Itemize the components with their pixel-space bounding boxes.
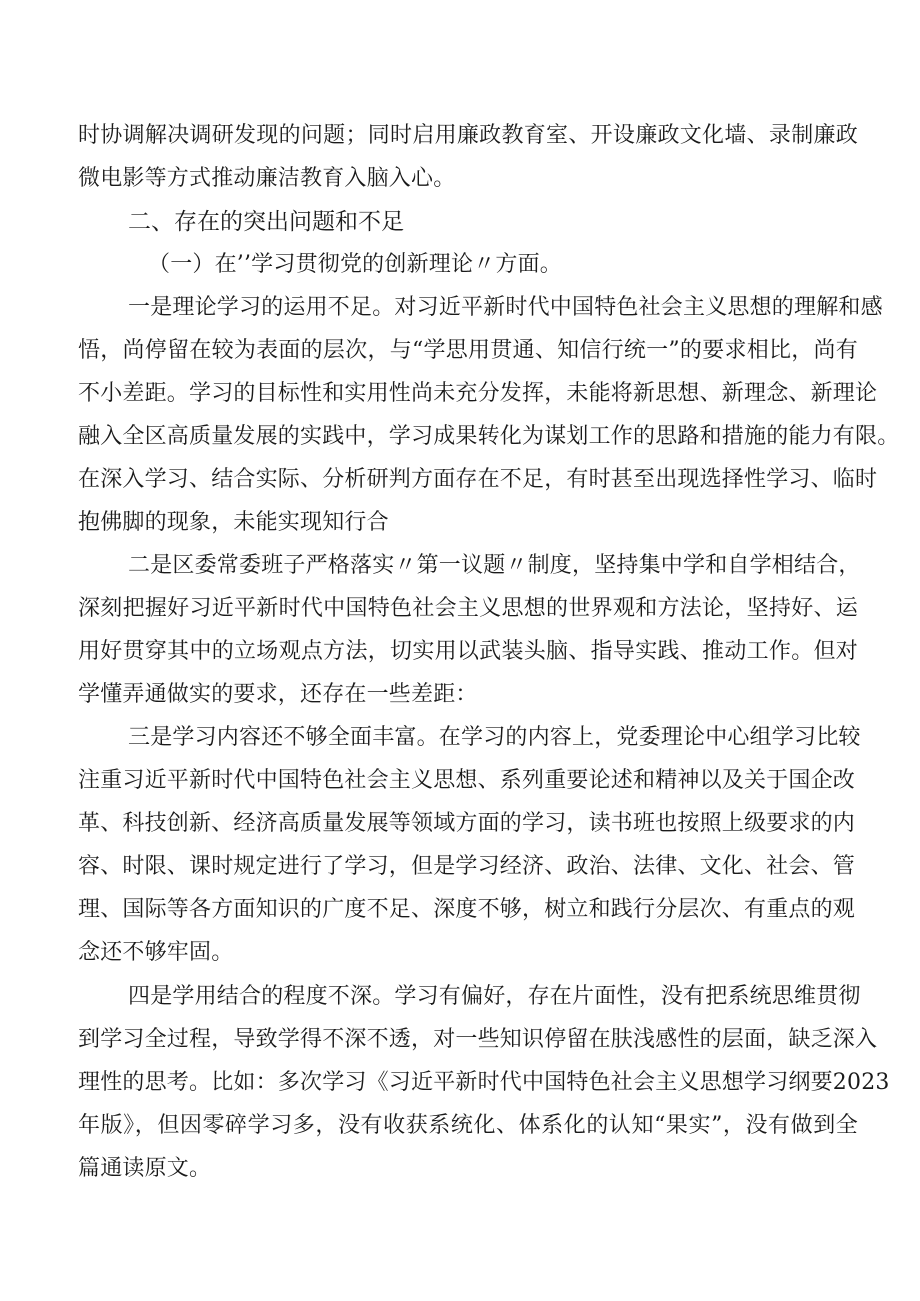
paragraph-line: 注重习近平新时代中国特色社会主义思想、系列重要论述和精神以及关于国企改	[78, 768, 856, 793]
paragraph-line: 用好贯穿其中的立场观点方法，切实用以武装头脑、指导实践、推动工作。但对	[78, 639, 858, 664]
paragraph-line: 念还不够牢固。	[78, 940, 234, 965]
paragraph-line: 不小差距。学习的目标性和实用性尚未充分发挥，未能将新思想、新理念、新理论	[78, 381, 878, 406]
section-heading: 二、存在的突出问题和不足	[128, 209, 404, 235]
paragraph-line: 悟，尚停留在较为表面的层次，与“学思用贯通、知信行统一”的要求相比，尚有	[78, 338, 858, 363]
continuation-line: 时协调解决调研发现的问题；同时启用廉政教育室、开设廉政文化墙、录制廉政	[78, 123, 858, 148]
paragraph-line: 抱佛脚的现象，未能实现知行合	[78, 510, 389, 535]
paragraph-line: 篇通读原文。	[78, 1156, 212, 1181]
paragraph-line: 年版》，但因零碎学习多，没有收获系统化、体系化的认知“果实”，没有做到全	[78, 1113, 858, 1138]
paragraph-line: 一是理论学习的运用不足。对习近平新时代中国特色社会主义思想的理解和感	[128, 295, 883, 320]
continuation-line: 微电影等方式推动廉洁教育入脑入心。	[78, 166, 456, 191]
paragraph-line: 在深入学习、结合实际、分析研判方面存在不足，有时甚至出现选择性学习、临时	[78, 467, 878, 492]
paragraph-line: 学懂弄通做实的要求，还存在一些差距：	[78, 682, 478, 707]
paragraph-line: 革、科技创新、经济高质量发展等领域方面的学习，读书班也按照上级要求的内	[78, 811, 856, 836]
subsection-heading: （一）在’’学习贯彻党的创新理论〃方面。	[148, 252, 562, 277]
paragraph-line: 二是区委常委班子严格落实〃第一议题〃制度，坚持集中学和自学相结合，	[128, 553, 861, 578]
paragraph-line: 融入全区高质量发展的实践中，学习成果转化为谋划工作的思路和措施的能力有限。	[78, 424, 900, 449]
paragraph-line: 理性的思考。比如：多次学习《习近平新时代中国特色社会主义思想学习纲要2023	[78, 1070, 890, 1095]
paragraph-line: 容、时限、课时规定进行了学习，但是学习经济、政治、法律、文化、社会、管	[78, 854, 856, 879]
paragraph-line: 四是学用结合的程度不深。学习有偏好，存在片面性，没有把系统思维贯彻	[128, 984, 861, 1009]
paragraph-line: 到学习全过程，导致学得不深不透，对一些知识停留在肤浅感性的层面，缺乏深入	[78, 1027, 878, 1052]
paragraph-line: 深刻把握好习近平新时代中国特色社会主义思想的世界观和方法论，坚持好、运	[78, 596, 858, 621]
paragraph-line: 三是学习内容还不够全面丰富。在学习的内容上，党委理论中心组学习比较	[128, 725, 861, 750]
paragraph-line: 理、国际等各方面知识的广度不足、深度不够，树立和践行分层次、有重点的观	[78, 897, 856, 922]
